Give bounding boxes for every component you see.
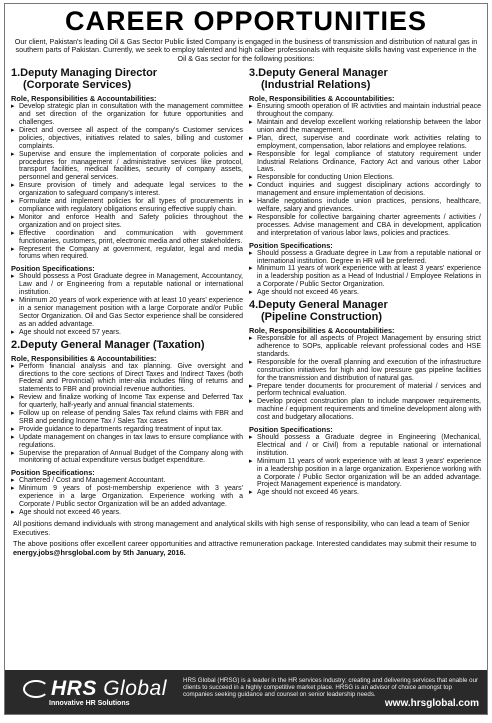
list-item: ▸ Should possess a Post Graduate degree in Management, Accountancy, Law and / or Engineering from a reputable national or international institution. [11, 273, 243, 297]
list-item: ▸ Plan, direct, supervise and coordinate work activities relating to employment, compensation, labor relations and employee relations. [249, 135, 481, 151]
specs-list [11, 273, 243, 336]
hrs-logo [5, 678, 183, 707]
list-item: ▸ Formulate and implement policies for all types of procurements in compliance with regulatory obligations ensuring effective supply chain. [11, 198, 243, 214]
list-item: ▸ Should possess a Graduate degree in Engineering (Mechanical, Electrical and / or Civil) from a reputable national or international institution. [249, 434, 481, 458]
list-item: ▸ Ensure provision of timely and adequate legal services to the organization to safeguard company's interest. [11, 182, 243, 198]
list-item: ▸ Represent the Company at government, regulator, legal and media forums when required. [11, 246, 243, 262]
list-item: ▸ Should possess a Graduate degree in Law from a reputable national or international institution. Degree in HR will be preferred. [249, 250, 481, 266]
logo-swoosh-icon [23, 680, 49, 698]
position-title: 2.Deputy General Manager (Taxation) [11, 338, 205, 351]
page-title: CAREER OPPORTUNITIES [64, 6, 428, 36]
footer-about [183, 677, 487, 708]
apply-text [5, 540, 487, 557]
list-item: ▸ Age should not exceed 46 years. [249, 489, 481, 497]
list-item: ▸ Perform financial analysis and tax planning. Give oversight and directions to the core sections of Direct Taxes and Indirect Taxes (both Federal and Provincial) which inter-alia includes filing of returns and statements to FBR and provincial revenue authorities. [11, 363, 243, 395]
specs-heading: Position Specifications: [249, 425, 333, 435]
roles-list [249, 103, 481, 237]
list-item: ▸ Responsible for legal compliance of statutory requirement under Industrial Relations Ordinance, Factory Act and various other Labor Laws. [249, 151, 481, 175]
specs-heading: Position Specifications: [11, 264, 95, 274]
list-item: ▸ Review and finalize working of Income Tax expense and Deferred Tax for quarterly, half-yearly and annual financial statements. [11, 394, 243, 410]
roles-list [249, 335, 481, 422]
right-column [249, 65, 481, 517]
logo-text: HRS [51, 676, 97, 700]
positions-columns [5, 65, 487, 517]
list-item: ▸ Conduct inquiries and suggest disciplinary actions accordingly to management and ensure implementation of decisions. [249, 182, 481, 198]
list-item: ▸ Minimum 9 years of post-membership experience with 3 years' experience in a large Organization. Experience working with a Corporate / Public sector Organization will be an added advantage. [11, 485, 243, 509]
roles-list [11, 103, 243, 261]
list-item: ▸ Responsible for the overall planning and execution of the infrastructure construction initiatives for high and low pressure gas pipeline facilities for the transmission and distribution of natural gas. [249, 359, 481, 383]
position-title: 4.Deputy General Manager [249, 299, 388, 312]
list-item: ▸ Responsible for collective bargaining charter agreements / activities / processes. Advise management and CBA in development, application and interpretation of various labor laws, policies and practices. [249, 214, 481, 238]
position-title: 1.Deputy Managing Director [11, 67, 158, 80]
list-item: ▸ Effective coordination and communication with government functionaries, customers, print, electronic media and other stakeholders. [11, 230, 243, 246]
logo-text-global: Global [103, 676, 167, 700]
apply-sentence: The above positions offer excellent career opportunities and attractive remuneration package. Interested candidates may submit their resume to [13, 539, 477, 549]
list-item: ▸ Supervise the preparation of Annual Budget of the Company along with monitoring of actual expenditure versus budget expenditure. [11, 450, 243, 466]
left-column [11, 65, 243, 517]
list-item: ▸ Update management on changes in tax laws to ensure compliance with regulations. [11, 434, 243, 450]
roles-heading: Role, Responsibilities & Accountabilities: [249, 326, 395, 336]
specs-list [249, 434, 481, 497]
specs-heading: Position Specifications: [249, 240, 333, 250]
intro-text: Our client, Pakistan's leading Oil & Gas Sector Public listed Company is engaged in the business of transmission and distribution of natural gas in southern parts of Pakistan. Currently, we seek to employ talented and high caliber professionals with requisite skills having vast experience in the Oil & Gas sector for the following positions: [14, 37, 478, 63]
list-item: ▸ Direct and oversee all aspect of the company's Customer services policies, objectives, initiatives related to sales, billing and customer complaints. [11, 127, 243, 151]
footer-bar [5, 670, 487, 714]
position-title: 3.Deputy General Manager [249, 67, 388, 80]
position-block [249, 299, 481, 497]
list-item: ▸ Follow up on release of pending Sales Tax refund claims with FBR and SRB and pending Income Tax / Sales Tax cases [11, 410, 243, 426]
roles-heading: Role, Responsibilities & Accountabilities: [249, 94, 395, 104]
list-item: ▸ Responsible for all aspects of Project Management by ensuring strict adherence to SOPs, applicable relevant professional codes and HSE standards. [249, 335, 481, 359]
list-item: ▸ Chartered / Cost and Management Accountant. [11, 477, 243, 485]
roles-list [11, 363, 243, 466]
position-block [11, 339, 243, 517]
logo-tagline: Innovative HR Solutions [49, 699, 130, 707]
list-item: ▸ Ensuring smooth operation of IR activities and maintain industrial peace throughout the company. [249, 103, 481, 119]
list-item: ▸ Handle negotiations include union practices, pensions, healthcare, welfare, salary and grievances. [249, 198, 481, 214]
list-item: ▸ Age should not exceed 46 years. [11, 509, 243, 517]
roles-heading: Role, Responsibilities & Accountabilities: [11, 94, 157, 104]
list-item: ▸ Age should not exceed 46 years. [249, 289, 481, 297]
about-text: HRS Global (HRSG) is a leader in the HR services industry; creating and delivering services that enable our clients to succeed in a highly competitive market place. HRSG is an advisor of choice amongst top companies seeking guidance and counsel on senior leadership needs. [183, 676, 479, 698]
list-item: ▸ Supervise and ensure the implementation of corporate policies and procedures for management / administrative services like protocol, transport facilities, medical facilities, security of company assets, personnel and general services. [11, 151, 243, 183]
list-item: ▸ Age should not exceed 57 years. [11, 329, 243, 337]
position-block [11, 67, 243, 336]
specs-list [11, 477, 243, 517]
specs-heading: Position Specifications: [11, 468, 95, 478]
list-item: ▸ Responsible for conducting Union Elections. [249, 174, 481, 182]
list-item: ▸ Provide guidance to departments regarding treatment of input tax. [11, 426, 243, 434]
list-item: ▸ Prepare tender documents for procurement of material / services and perform technical evaluation. [249, 383, 481, 399]
advertisement-page [4, 3, 488, 715]
website-link[interactable]: www.hrsglobal.com [384, 698, 479, 710]
closing-text: All positions demand individuals with strong management and analytical skills with high sense of responsibility, who can lead a team of Senior Executives. [13, 518, 470, 537]
position-subtitle: (Corporate Services) [23, 79, 132, 92]
list-item: ▸ Develop project construction plan to include manpower requirements, machine / equipment requirements and timeline development along with cost and budgetary allocations. [249, 398, 481, 422]
specs-list [249, 250, 481, 297]
roles-heading: Role, Responsibilities & Accountabilities: [11, 353, 157, 363]
list-item: ▸ Minimum 11 years of work experience with at least 3 years' experience in a leadership position in a large organization. Experience working with a Corporate / Public Sector organization will be an added advantage. Project Management experience is mandatory. [249, 458, 481, 490]
list-item: ▸ Develop strategic plan in consultation with the management committee and set direction of the organization for future opportunities and challenges. [11, 103, 243, 127]
position-block [249, 67, 481, 297]
apply-email-link[interactable]: energy.jobs@hrsglobal.com by 5th January, 2016. [13, 547, 186, 557]
position-subtitle: (Industrial Relations) [261, 79, 371, 92]
list-item: ▸ Minimum 11 years of work experience with at least 3 years' experience in a leadership position as a Head of Industrial / Employee Relations in a Corporate / Public Sector Organization. [249, 265, 481, 289]
list-item: ▸ Minimum 20 years of work experience with at least 10 years' experience in a senior management position with a large Corporate and/or Public Sector Organization. Oil and Gas Sector experience shall be considered as an added advantage. [11, 297, 243, 329]
position-subtitle: (Pipeline Construction) [261, 311, 382, 324]
list-item: ▸ Maintain and develop excellent working relationship between the labor union and the management. [249, 119, 481, 135]
list-item: ▸ Monitor and enforce Health and Safety policies throughout the organization and on project sites. [11, 214, 243, 230]
